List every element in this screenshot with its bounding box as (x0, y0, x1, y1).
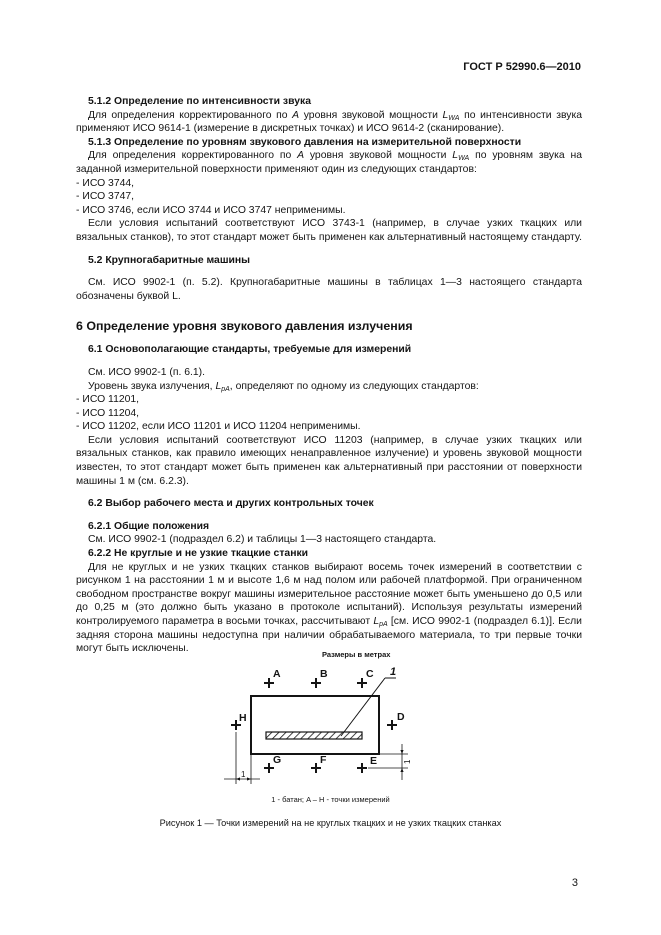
page-number: 3 (571, 877, 578, 889)
standard-header: ГОСТ Р 52990.6—2010 (463, 61, 581, 73)
point-label: C (366, 668, 374, 680)
heading-5-1-3: 5.1.3 Определение по уровням звукового давления на измерительной поверхности (88, 136, 522, 148)
measurement-point-b (311, 668, 328, 688)
heading-6-2-2: 6.2.2 Не круглые и не узкие ткацкие станки (88, 548, 309, 560)
paragraph-6-1: Уровень звука излучения, $L_{pA}$, определяют по одному из следующих стандартов: (88, 380, 479, 393)
paragraph-6-1-alt: Если условия испытаний соответствуют ИСО 11203 (например, в случае узких ткацких или вязальных станков, как правило имеющих ненаправленное излучение) и уровень звуковой мощности известен, то этот стандарт может быть применен как альтернативный при расстоянии от поверхности машины 1 м (см. 6.2.3). (76, 434, 582, 487)
dimension-left-label: 1 (241, 770, 246, 779)
point-label: A (273, 668, 281, 680)
units-note: Размеры в метрах (322, 650, 391, 659)
measurement-point-c (357, 668, 374, 688)
paragraph-6-2-1: См. ИСО 9902-1 (подраздел 6.2) и таблицы 1—3 настоящего стандарта. (88, 534, 437, 546)
heading-6: 6 Определение уровня звукового давления излучения (76, 319, 413, 334)
list-item: - ИСО 11204, (76, 407, 140, 419)
dimension-right-label: 1 (403, 759, 412, 764)
measurement-point-e (357, 755, 377, 773)
paragraph-6-1-ref: См. ИСО 9902-1 (п. 6.1). (88, 366, 206, 378)
heading-5-2: 5.2 Крупногабаритные машины (88, 254, 251, 266)
paragraph-5-1-3-alt: Если условия испытаний соответствуют ИСО 3743-1 (например, в случае узких ткацких или вязальных станков), то этот стандарт может быть применен как альтернативный настоящему стандарту. (76, 218, 582, 243)
measurement-point-f (311, 754, 327, 773)
paragraph-5-2: См. ИСО 9902-1 (п. 5.2). Крупногабаритные машины в таблицах 1—3 настоящего стандарта обозначены буквой L. (76, 277, 582, 302)
paragraph-6-2-2: Для не круглых и не узких ткацких станков выбирают восемь точек измерений в соответствии с рисунком 1 на расстоянии 1 м и высоте 1,6 м над полом или рабочей платформой. При ограниченном свободном пространстве вокруг машины измерительное расстояние может быть уменьшено до 0,5 или до 0,25 м (это должно быть указано в протоколе испытаний). Используя результаты измерений контролируемого параметра в восьми точках, рассчитывают $L_{pA}$ [см. ИСО 9902-1 (подраздел 6.1)]. Если задняя сторона машины недоступна при наличии обрабатываемого материала, то три первые точки могут быть исключены. (76, 561, 582, 655)
point-label: F (320, 754, 327, 766)
list-item: - ИСО 3747, (76, 191, 135, 203)
figure-caption: Рисунок 1 — Точки измерений на не круглых ткацких и не узких ткацких станках (159, 818, 502, 828)
callout-label: 1 (390, 666, 397, 678)
batten-bar (266, 732, 362, 739)
point-label: B (320, 668, 328, 680)
point-label: E (370, 755, 378, 767)
list-item: - ИСО 11202, если ИСО 11201 и ИСО 11204 неприменимы. (76, 421, 361, 433)
list-item: - ИСО 3744, (76, 177, 135, 189)
list-item: - ИСО 3746, если ИСО 3744 и ИСО 3747 неприменимы. (76, 204, 346, 216)
measurement-point-h (231, 712, 247, 730)
measurement-point-g (264, 754, 281, 773)
paragraph-5-1-2: Для определения корректированного по A уровня звуковой мощности $L_{WA}$ по интенсивности звука применяют ИСО 9614-1 (измерение в дискретных точках) и ИСО 9614-2 (сканирование). (76, 109, 582, 135)
machine-outline (251, 696, 379, 754)
measurement-point-d (387, 711, 405, 730)
paragraph-5-1-3: Для определения корректированного по A уровня звуковой мощности $L_{WA}$ по уровням звука на заданной измерительной поверхности применяют один из следующих стандартов: (76, 150, 582, 175)
point-label: G (273, 754, 282, 766)
heading-5-1-2: 5.1.2 Определение по интенсивности звука (88, 96, 311, 107)
point-label: H (239, 712, 247, 724)
heading-6-2-1: 6.2.1 Общие положения (88, 520, 210, 532)
document-body (76, 95, 582, 656)
measurement-point-a (264, 668, 281, 688)
point-label: D (397, 711, 405, 723)
figure-legend: 1 - батан; A – H - точки измерений (271, 795, 390, 804)
heading-6-1: 6.1 Основополагающие стандарты, требуемые для измерений (88, 344, 412, 356)
heading-6-2: 6.2 Выбор рабочего места и других контрольных точек (88, 498, 374, 510)
list-item: - ИСО 11201, (76, 394, 140, 406)
